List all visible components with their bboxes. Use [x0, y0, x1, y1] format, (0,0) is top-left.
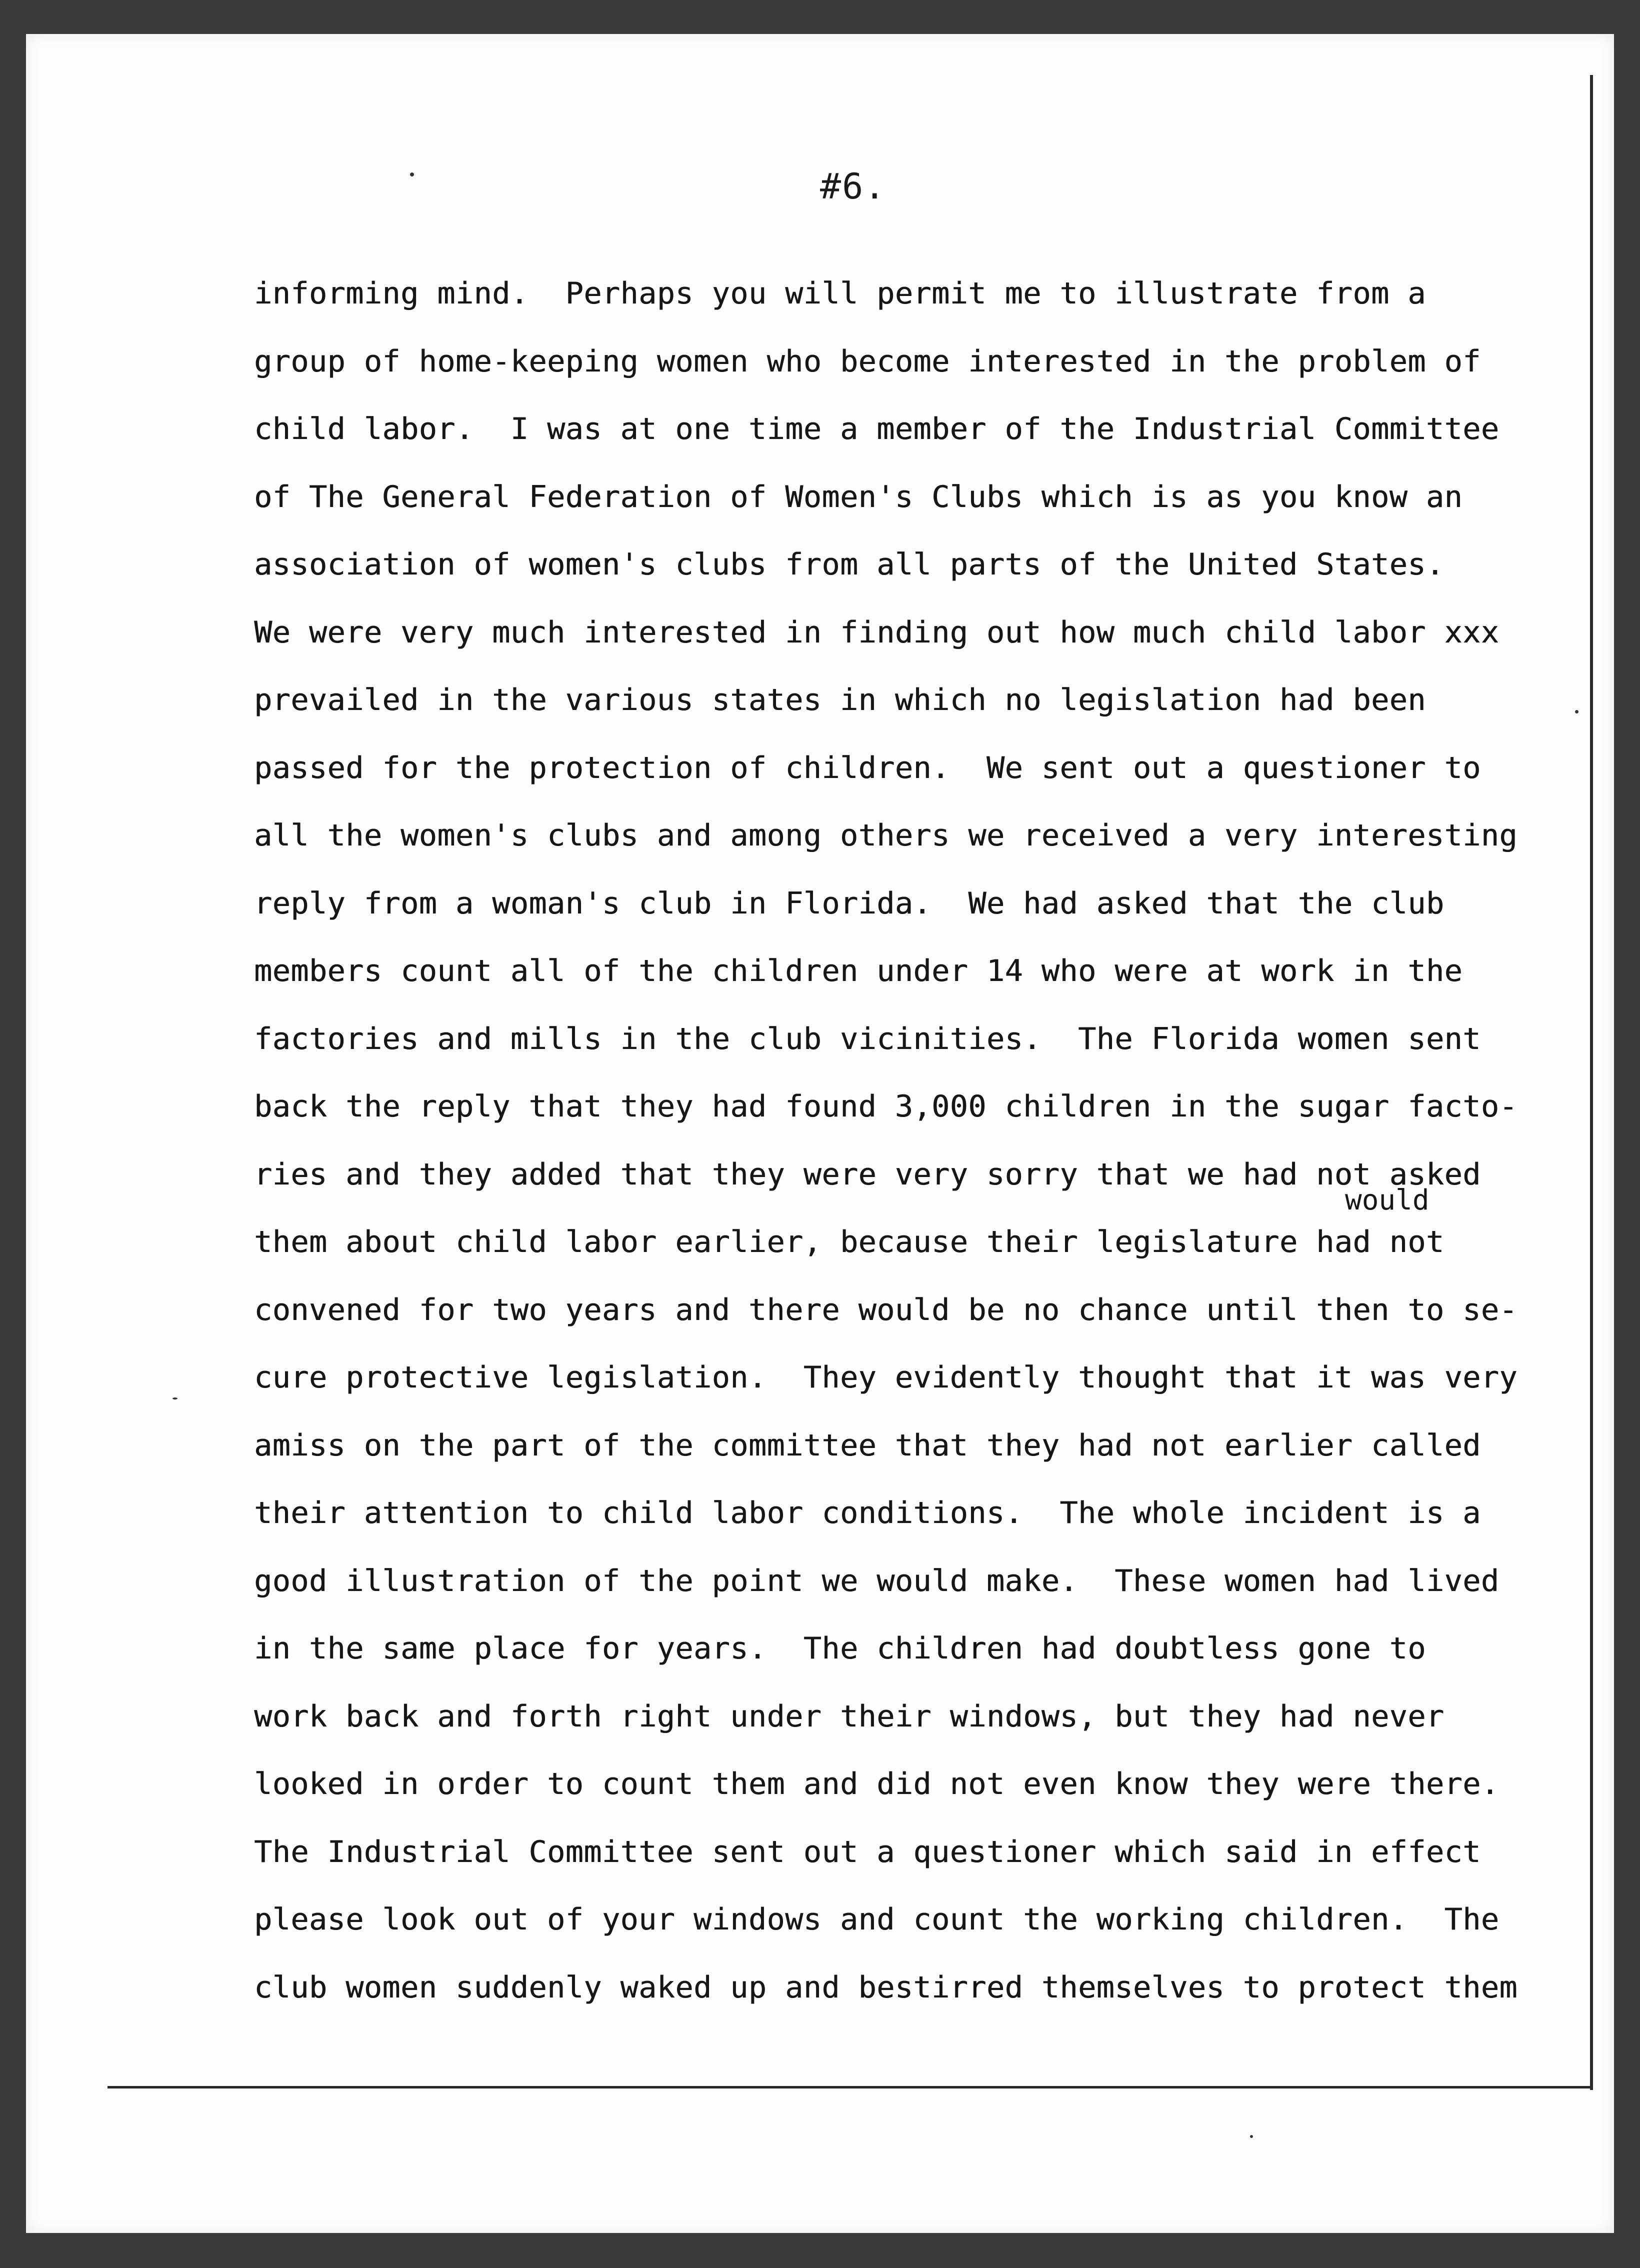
text-line: club women suddenly waked up and bestirred themselves to protect them — [254, 1970, 1518, 2005]
text-line: factories and mills in the club vicinities. The Florida women sent — [254, 1021, 1481, 1056]
text-line: of The General Federation of Women's Clubs which is as you know an — [254, 479, 1463, 514]
page-number: #6. — [820, 166, 886, 207]
text-line: work back and forth right under their windows, but they had never — [254, 1698, 1444, 1734]
text-line: passed for the protection of children. We sent out a questioner to — [254, 750, 1481, 786]
text-line: amiss on the part of the committee that they had not earlier called — [254, 1428, 1481, 1463]
page-border-bottom — [108, 2086, 1592, 2088]
text-line: convened for two years and there would be no chance until then to se- — [254, 1292, 1518, 1328]
text-line: members count all of the children under 14 who were at work in the — [254, 954, 1463, 988]
typed-body-text — [254, 260, 1564, 2022]
text-line: them about child labor earlier, because their legislature had not — [254, 1224, 1444, 1260]
text-line: their attention to child labor conditions. The whole incident is a — [254, 1496, 1481, 1530]
page-border-right — [1590, 75, 1593, 2090]
text-line: please look out of your windows and count the working children. The — [254, 1902, 1500, 1937]
scan-speck — [1575, 710, 1578, 714]
text-line: The Industrial Committee sent out a questioner which said in effect — [254, 1834, 1481, 1870]
text-line: informing mind. Perhaps you will permit me to illustrate from a — [254, 276, 1426, 311]
text-line: child labor. I was at one time a member of the Industrial Committee — [254, 412, 1500, 446]
text-line: ries and they added that they were very sorry that we had not asked — [254, 1156, 1481, 1192]
text-line: cure protective legislation. They evidently thought that it was very — [254, 1360, 1518, 1395]
text-line: in the same place for years. The children had doubtless gone to — [254, 1631, 1426, 1666]
text-line: reply from a woman's club in Florida. We had asked that the club — [254, 886, 1444, 921]
text-line: good illustration of the point we would make. These women had lived — [254, 1563, 1500, 1598]
text-line: back the reply that they had found 3,000 children in the sugar facto- — [254, 1089, 1518, 1124]
scan-speck — [410, 172, 414, 176]
text-line: We were very much interested in finding out how much child labor xxx — [254, 614, 1500, 650]
text-line: looked in order to count them and did not even know they were there. — [254, 1766, 1500, 1802]
text-line: all the women's clubs and among others we received a very interesting — [254, 818, 1518, 853]
text-line: prevailed in the various states in which no legislation had been — [254, 682, 1426, 718]
scan-speck — [172, 1398, 178, 1400]
text-line: group of home-keeping women who become interested in the problem of — [254, 344, 1481, 379]
interlinear-correction: would — [1345, 1184, 1430, 1216]
scan-speck — [1250, 2135, 1253, 2138]
text-line: association of women's clubs from all parts of the United States. — [254, 547, 1444, 582]
